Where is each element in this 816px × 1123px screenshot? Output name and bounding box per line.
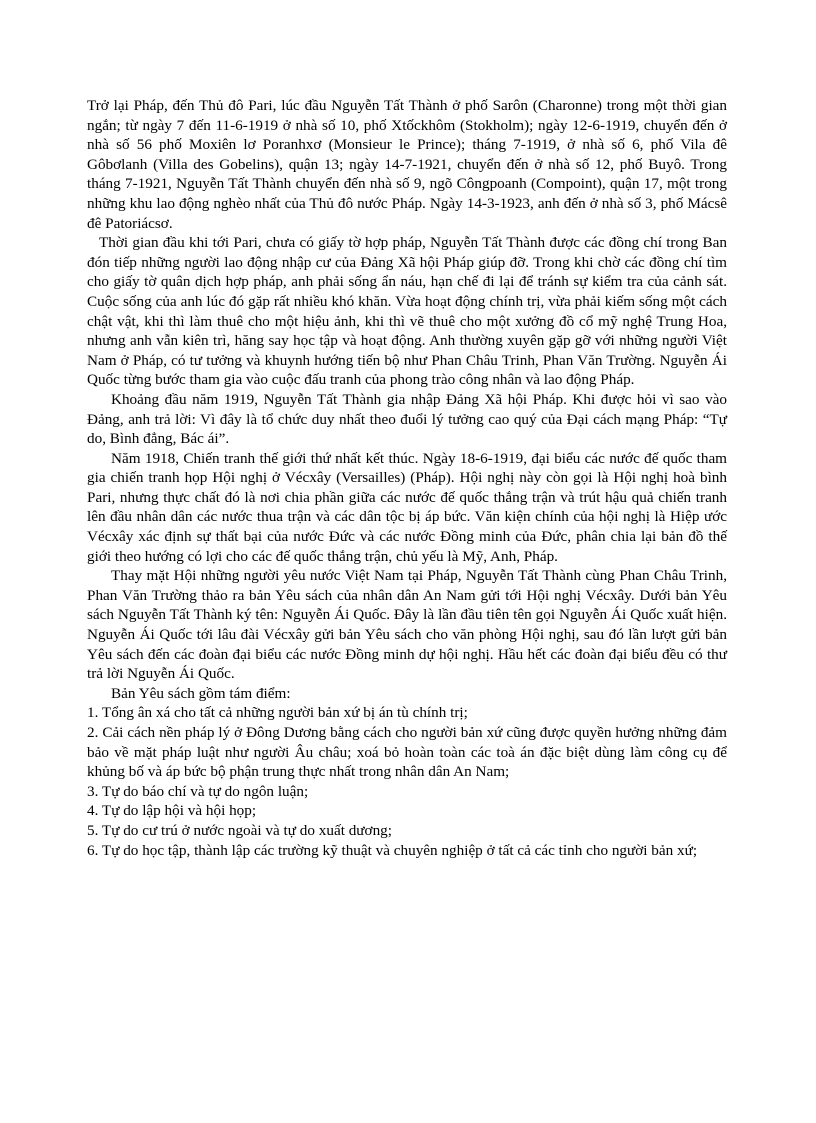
document-page [87,96,727,860]
petition-list [87,703,727,860]
list-item: 1. Tổng ân xá cho tất cả những người bản xứ bị án tù chính trị; [87,704,468,722]
paragraph-versailles-conference: Năm 1918, Chiến tranh thế giới thứ nhất kết thúc. Ngày 18-6-1919, đại biểu các nước đế quốc tham gia chiến tranh họp Hội nghị ở Vécxây (Versailles) (Pháp). Hội nghị này còn gọi là Hội nghị hoà bình Pari, nhưng thực chất đó là nơi chia phần giữa các nước đế quốc thắng trận và trút hậu quả chiến tranh lên đầu nhân dân các nước thua trận và các dân tộc bị áp bức. Văn kiện chính của hội nghị là Hiệp ước Vécxây xác định sự thất bại của nước Đức và các nước Đồng minh của Đức, phân chia lại bản đồ thế giới theo hướng có lợi cho các đế quốc thắng trận, chủ yếu là Mỹ, Anh, Pháp. [87,449,727,565]
paragraph-early-paris-life: Thời gian đầu khi tới Pari, chưa có giấy tờ hợp pháp, Nguyễn Tất Thành được các đồng chí trong Ban đón tiếp những người lao động nhập cư của Đảng Xã hội Pháp giúp đỡ. Trong khi chờ các đồng chí tìm cho giấy tờ quân dịch hợp pháp, anh phải sống ẩn náu, hạn chế đi lại để tránh sự kiểm tra của cảnh sát. Cuộc sống của anh lúc đó gặp rất nhiều khó khăn. Vừa hoạt động chính trị, vừa phải kiếm sống một cách chật vật, khi thì làm thuê cho một hiệu ảnh, khi thì vẽ thuê cho một xưởng đồ cổ mỹ nghệ Trung Hoa, nhưng anh vẫn kiên trì, hăng say học tập và hoạt động. Anh thường xuyên gặp gỡ với những người Việt Nam ở Pháp, có tư tưởng và khuynh hướng tiến bộ như Phan Châu Trinh, Phan Văn Trường. Nguyễn Ái Quốc từng bước tham gia vào cuộc đấu tranh của phong trào công nhân và lao động Pháp. [87,234,727,389]
list-item: 4. Tự do lập hội và hội họp; [87,802,257,820]
list-item: 2. Cải cách nền pháp lý ở Đông Dương bằng cách cho người bản xứ cũng được quyền hưởng những đảm bảo về mặt pháp luật như người Âu châu; xoá bỏ hoàn toàn các toà án đặc biệt dùng làm công cụ để khủng bố và áp bức bộ phận trung thực nhất trong nhân dân An Nam; [87,724,727,781]
list-item: 3. Tự do báo chí và tự do ngôn luận; [87,782,309,800]
list-item: 6. Tự do học tập, thành lập các trường kỹ thuật và chuyên nghiệp ở tất cả các tỉnh cho người bản xứ; [87,841,698,859]
paragraph-petition: Thay mặt Hội những người yêu nước Việt Nam tại Pháp, Nguyễn Tất Thành cùng Phan Châu Trinh, Phan Văn Trường thảo ra bản Yêu sách của nhân dân An Nam gửi tới Hội nghị Vécxây. Dưới bản Yêu sách Nguyễn Tất Thành ký tên: Nguyễn Ái Quốc. Đây là lần đầu tiên tên gọi Nguyễn Ái Quốc xuất hiện. Nguyễn Ái Quốc tới lâu đài Vécxây gửi bản Yêu sách cho văn phòng Hội nghị, sau đó lần lượt gửi bản Yêu sách đến các đoàn đại biểu các nước Đồng minh dự hội nghị. Hầu hết các đoàn đại biểu đều có thư trả lời Nguyễn Ái Quốc. [87,567,727,683]
paragraph-joining-socialist-party: Khoảng đầu năm 1919, Nguyễn Tất Thành gia nhập Đảng Xã hội Pháp. Khi được hỏi vì sao vào Đảng, anh trả lời: Vì đây là tổ chức duy nhất theo đuổi lý tưởng cao quý của Đại cách mạng Pháp: “Tự do, Bình đẳng, Bác ái”. [87,390,727,448]
list-item: 5. Tự do cư trú ở nước ngoài và tự do xuất dương; [87,821,392,839]
paragraph-eight-points-intro: Bản Yêu sách gồm tám điểm: [111,684,291,702]
paragraph-residences: Trở lại Pháp, đến Thủ đô Pari, lúc đầu Nguyễn Tất Thành ở phố Sarôn (Charonne) trong một thời gian ngắn; từ ngày 7 đến 11-6-1919 ở nhà số 10, phố Xtốckhôm (Stokholm); ngày 12-6-1919, chuyển đến ở nhà số 56 phố Moxiên lơ Poranhxơ (Monsieur le Prince); tháng 7-1919, ở nhà số 6, phố Vila đê Gôbơlanh (Villa des Gobelins), quận 13; ngày 14-7-1921, chuyển đến ở nhà số 12, phố Buyô. Trong tháng 7-1921, Nguyễn Tất Thành chuyển đến nhà số 9, ngõ Côngpoanh (Compoint), quận 17, một trong những khu lao động nghèo nhất của Thủ đô nước Pháp. Ngày 14-3-1923, anh đến ở nhà số 3, phố Mácsê đê Patoriácsơ. [87,97,727,232]
